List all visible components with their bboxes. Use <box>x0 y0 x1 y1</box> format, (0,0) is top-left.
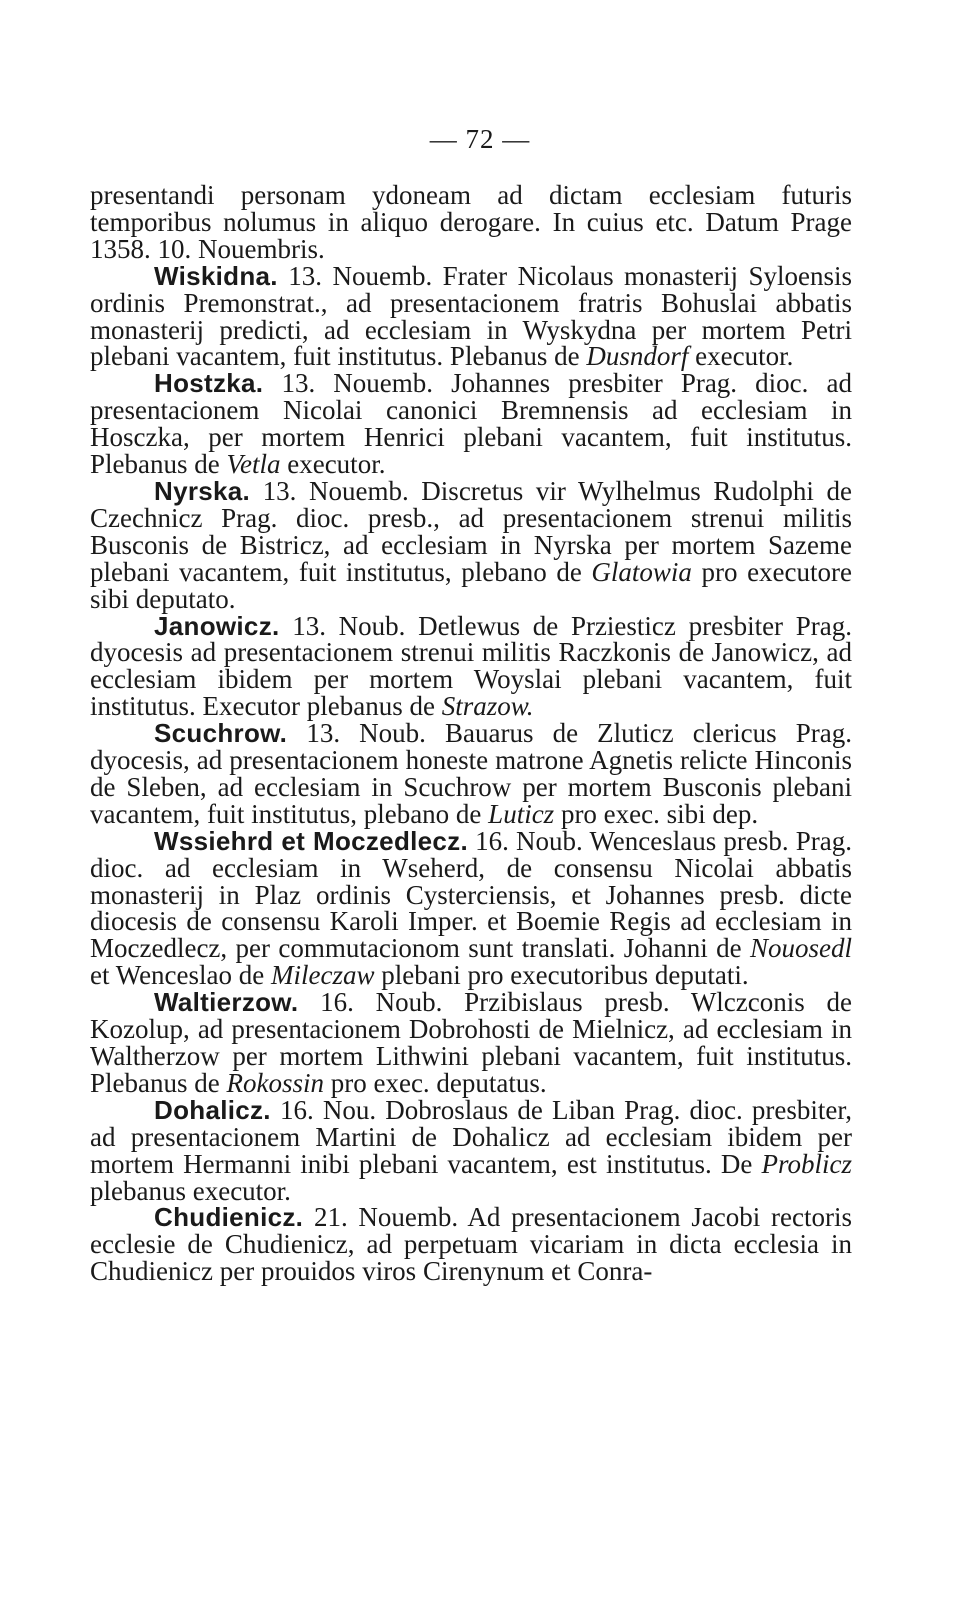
entry-headword: Scuchrow. <box>154 718 288 749</box>
italic-place-name: Mileczaw <box>271 960 375 991</box>
entry-headword: Dohalicz. <box>154 1094 271 1125</box>
entry-text: 16. Nou. Dobroslaus de Liban Prag. dioc. presbiter, ad presentacionem Martini de Dohalicz ad ecclesiam ibidem per mortem Hermanni inibi plebani vacantem, est institutus. De <box>90 1094 852 1179</box>
entry-text: plebani pro executoribus deputati. <box>374 960 749 991</box>
entry-text: et Wenceslao de <box>90 960 271 991</box>
entry-headword: Wssiehrd et Moczedlecz. <box>154 825 468 856</box>
register-entry <box>90 720 852 828</box>
register-entry <box>90 1204 852 1285</box>
register-entry <box>90 370 852 478</box>
entry-headword: Chudienicz. <box>154 1202 304 1233</box>
entry-text: 13. Nouemb. Discretus vir Wylhelmus Rudolphi de Czechnicz Prag. dioc. presb., ad presentacionem strenui militis Busconis de Bistricz, ad ecclesiam in Nyrska per mortem Sazeme plebani vacantem, fuit institutus, plebano de <box>90 475 852 587</box>
entry-headword: Waltierzow. <box>154 987 299 1018</box>
entry-text: presentandi personam ydoneam ad dictam ecclesiam futuris temporibus nolumus in aliquo derogare. In cuius etc. Datum Prage 1358. 10. Nouembris. <box>90 180 852 264</box>
entry-headword: Janowicz. <box>154 610 280 641</box>
entry-headword: Nyrska. <box>154 475 251 506</box>
entry-text: pro exec. sibi dep. <box>554 798 759 829</box>
italic-place-name: Luticz <box>488 798 555 829</box>
entry-text: pro executore sibi deputato. <box>90 556 852 614</box>
entry-text: 13. Nouemb. Frater Nicolaus monasterij Syloensis ordinis Premonstrat., ad presentacionem fratris Bohuslai abbatis monasterij predicti, ad ecclesiam in Wyskydna per mortem Petri plebani vacantem, fuit institutus. Plebanus de <box>90 260 852 372</box>
register-entry <box>90 989 852 1097</box>
page-number: — 72 — <box>429 124 531 154</box>
italic-place-name: Problicz <box>761 1148 852 1179</box>
italic-place-name: Rokossin <box>226 1067 324 1098</box>
register-entry <box>90 825 852 991</box>
register-entry <box>90 260 852 372</box>
text-body <box>90 182 852 1285</box>
register-entry <box>90 610 852 722</box>
register-entry <box>90 1094 852 1206</box>
entry-text: 13. Noub. Detlewus de Prziesticz presbiter Prag. dyocesis ad presentacionem strenui militis Raczkonis de Janowicz, ad ecclesiam ibidem per mortem Woyslai plebani vacantem, fuit institutus. Executor plebanus de <box>90 610 852 722</box>
italic-place-name: Nouosedl <box>749 933 852 964</box>
italic-place-name: Vetla <box>226 449 281 480</box>
entry-text: 16. Noub. Przibislaus presb. Wlczconis de Kozolup, ad presentacionem Dobrohosti de Mielnicz, ad ecclesiam in Waltherzow per mortem Lithwini plebani vacantem, fuit institutus. Plebanus de <box>90 987 852 1098</box>
entry-text: 16. Noub. Wenceslaus presb. Prag. dioc. ad ecclesiam in Wseherd, de consensu Nicolai abbatis monasterij in Plaz ordinis Cysterciensis, et Johannes presb. dicte diocesis de consensu Karoli Imper. et Boemie Regis ad ecclesiam in Moczedlecz, per commutacionom sunt translati. Johanni de <box>90 825 852 964</box>
entry-text: 13. Nouemb. Johannes presbiter Prag. dioc. ad presentacionem Nicolai canonici Bremnensis ad ecclesiam in Hosczka, per mortem Henrici plebani vacantem, fuit institutus. Plebanus de <box>90 368 852 480</box>
italic-place-name: Glatowia <box>591 556 692 587</box>
italic-place-name: Strazow. <box>441 691 534 722</box>
entry-text: plebanus executor. <box>90 1175 291 1206</box>
entry-text: 21. Nouemb. Ad presentacionem Jacobi rectoris ecclesie de Chudienicz, ad perpetuam vicariam in dicta ecclesia in Chudienicz per prouidos viros Cirenynum et Conra- <box>90 1202 852 1287</box>
register-entry <box>90 475 852 614</box>
entry-text: executor. <box>280 449 386 480</box>
entry-text: 13. Noub. Bauarus de Zluticz clericus Prag. dyocesis, ad presentacionem honeste matrone Agnetis relicte Hinconis de Sleben, ad ecclesiam in Scuchrow per mortem Busconis plebani vacantem, fuit institutus, plebano de <box>90 718 852 829</box>
continuation-paragraph <box>90 182 852 263</box>
entry-text: pro exec. deputatus. <box>323 1067 547 1098</box>
entry-headword: Wiskidna. <box>154 260 278 291</box>
italic-place-name: Dusndorf <box>586 341 689 372</box>
entry-headword: Hostzka. <box>154 368 264 399</box>
entry-text: executor. <box>688 341 794 372</box>
